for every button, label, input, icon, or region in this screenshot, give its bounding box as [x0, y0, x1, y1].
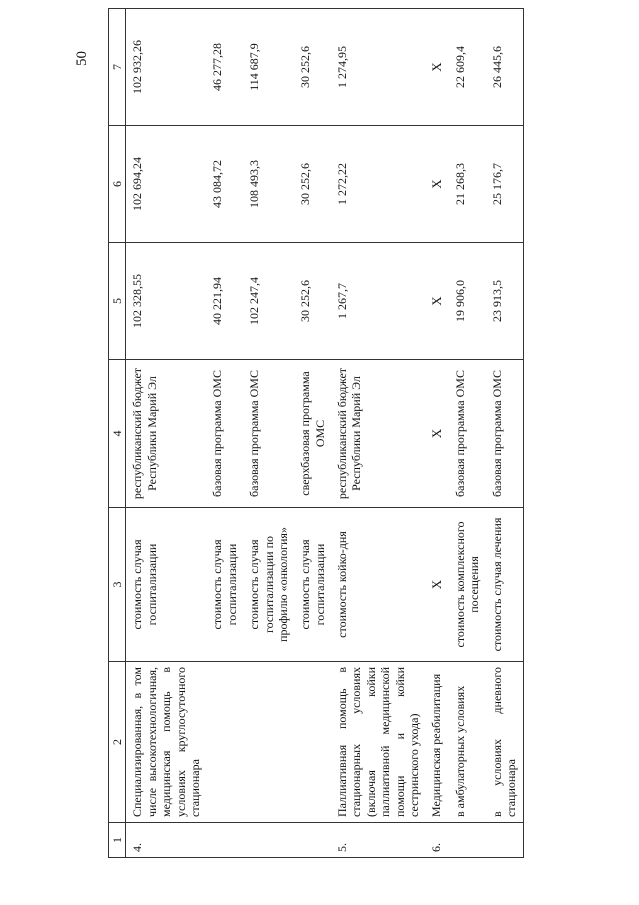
row-number — [486, 823, 523, 858]
row-number: 5. — [331, 823, 425, 858]
value-col-7: 30 252,6 — [294, 9, 331, 126]
column-header-2: 2 — [109, 662, 126, 823]
unit-of-measure: стоимость случая госпитализации — [206, 508, 243, 662]
value-col-5: 19 906,0 — [449, 243, 486, 360]
table-row — [206, 9, 243, 858]
care-type: Специализированная, в том числе высокотехнологичная, медицинская помощь в условиях круглосуточного стационара — [126, 662, 206, 823]
value-col-7: 22 609,4 — [449, 9, 486, 126]
value-col-7: 102 932,26 — [126, 9, 206, 126]
value-col-7: X — [425, 9, 449, 126]
funding-source: базовая программа ОМС — [206, 360, 243, 508]
care-type: Медицинская реабилитация — [425, 662, 449, 823]
unit-of-measure: стоимость случая лечения — [486, 508, 523, 662]
funding-source: X — [425, 360, 449, 508]
care-type — [294, 662, 331, 823]
table-row — [294, 9, 331, 858]
funding-source: базовая программа ОМС — [486, 360, 523, 508]
care-type: Паллиативная помощь в стационарных условиях (включая койки паллиативной медицинской помощи и койки сестринского ухода) — [331, 662, 425, 823]
page-number: 50 — [74, 51, 90, 66]
row-number — [449, 823, 486, 858]
funding-source: базовая программа ОМС — [243, 360, 294, 508]
row-number — [294, 823, 331, 858]
table-row — [126, 9, 206, 858]
table-row — [425, 9, 449, 858]
unit-of-measure: стоимость случая госпитализации — [294, 508, 331, 662]
value-col-5: 30 252,6 — [294, 243, 331, 360]
row-number: 6. — [425, 823, 449, 858]
column-header-7: 7 — [109, 9, 126, 126]
column-header-1: 1 — [109, 823, 126, 858]
value-col-7: 46 277,28 — [206, 9, 243, 126]
funding-source: республиканский бюджет Республики Марий Эл — [331, 360, 425, 508]
value-col-6: 25 176,7 — [486, 126, 523, 243]
table-row — [331, 9, 425, 858]
unit-of-measure: стоимость комплексного посещения — [449, 508, 486, 662]
value-col-7: 1 274,95 — [331, 9, 425, 126]
value-col-6: 1 272,22 — [331, 126, 425, 243]
value-col-7: 26 445,6 — [486, 9, 523, 126]
funding-source: республиканский бюджет Республики Марий Эл — [126, 360, 206, 508]
column-header-3: 3 — [109, 508, 126, 662]
unit-of-measure: X — [425, 508, 449, 662]
value-col-5: 23 913,5 — [486, 243, 523, 360]
value-col-5: 1 267,7 — [331, 243, 425, 360]
cost-standards-table — [108, 8, 524, 858]
unit-of-measure: стоимость койко-дня — [331, 508, 425, 662]
funding-source: сверхбазовая программа ОМС — [294, 360, 331, 508]
column-header-5: 5 — [109, 243, 126, 360]
value-col-5: 102 247,4 — [243, 243, 294, 360]
table-header-row — [109, 9, 126, 858]
funding-source: базовая программа ОМС — [449, 360, 486, 508]
column-header-6: 6 — [109, 126, 126, 243]
row-number: 4. — [126, 823, 206, 858]
row-number — [206, 823, 243, 858]
care-type: в условиях дневного стационара — [486, 662, 523, 823]
unit-of-measure: стоимость случая госпитализации по профилю «онкология» — [243, 508, 294, 662]
value-col-7: 114 687,9 — [243, 9, 294, 126]
value-col-5: 102 328,55 — [126, 243, 206, 360]
table-row — [486, 9, 523, 858]
value-col-6: 43 084,72 — [206, 126, 243, 243]
table-row — [449, 9, 486, 858]
unit-of-measure: стоимость случая госпитализации — [126, 508, 206, 662]
row-number — [243, 823, 294, 858]
column-header-4: 4 — [109, 360, 126, 508]
care-type: в амбулаторных условиях — [449, 662, 486, 823]
value-col-5: X — [425, 243, 449, 360]
value-col-6: 108 493,3 — [243, 126, 294, 243]
value-col-6: 30 252,6 — [294, 126, 331, 243]
care-type — [243, 662, 294, 823]
value-col-5: 40 221,94 — [206, 243, 243, 360]
value-col-6: X — [425, 126, 449, 243]
rotated-table-container — [108, 40, 556, 858]
table-row — [243, 9, 294, 858]
value-col-6: 102 694,24 — [126, 126, 206, 243]
care-type — [206, 662, 243, 823]
value-col-6: 21 268,3 — [449, 126, 486, 243]
